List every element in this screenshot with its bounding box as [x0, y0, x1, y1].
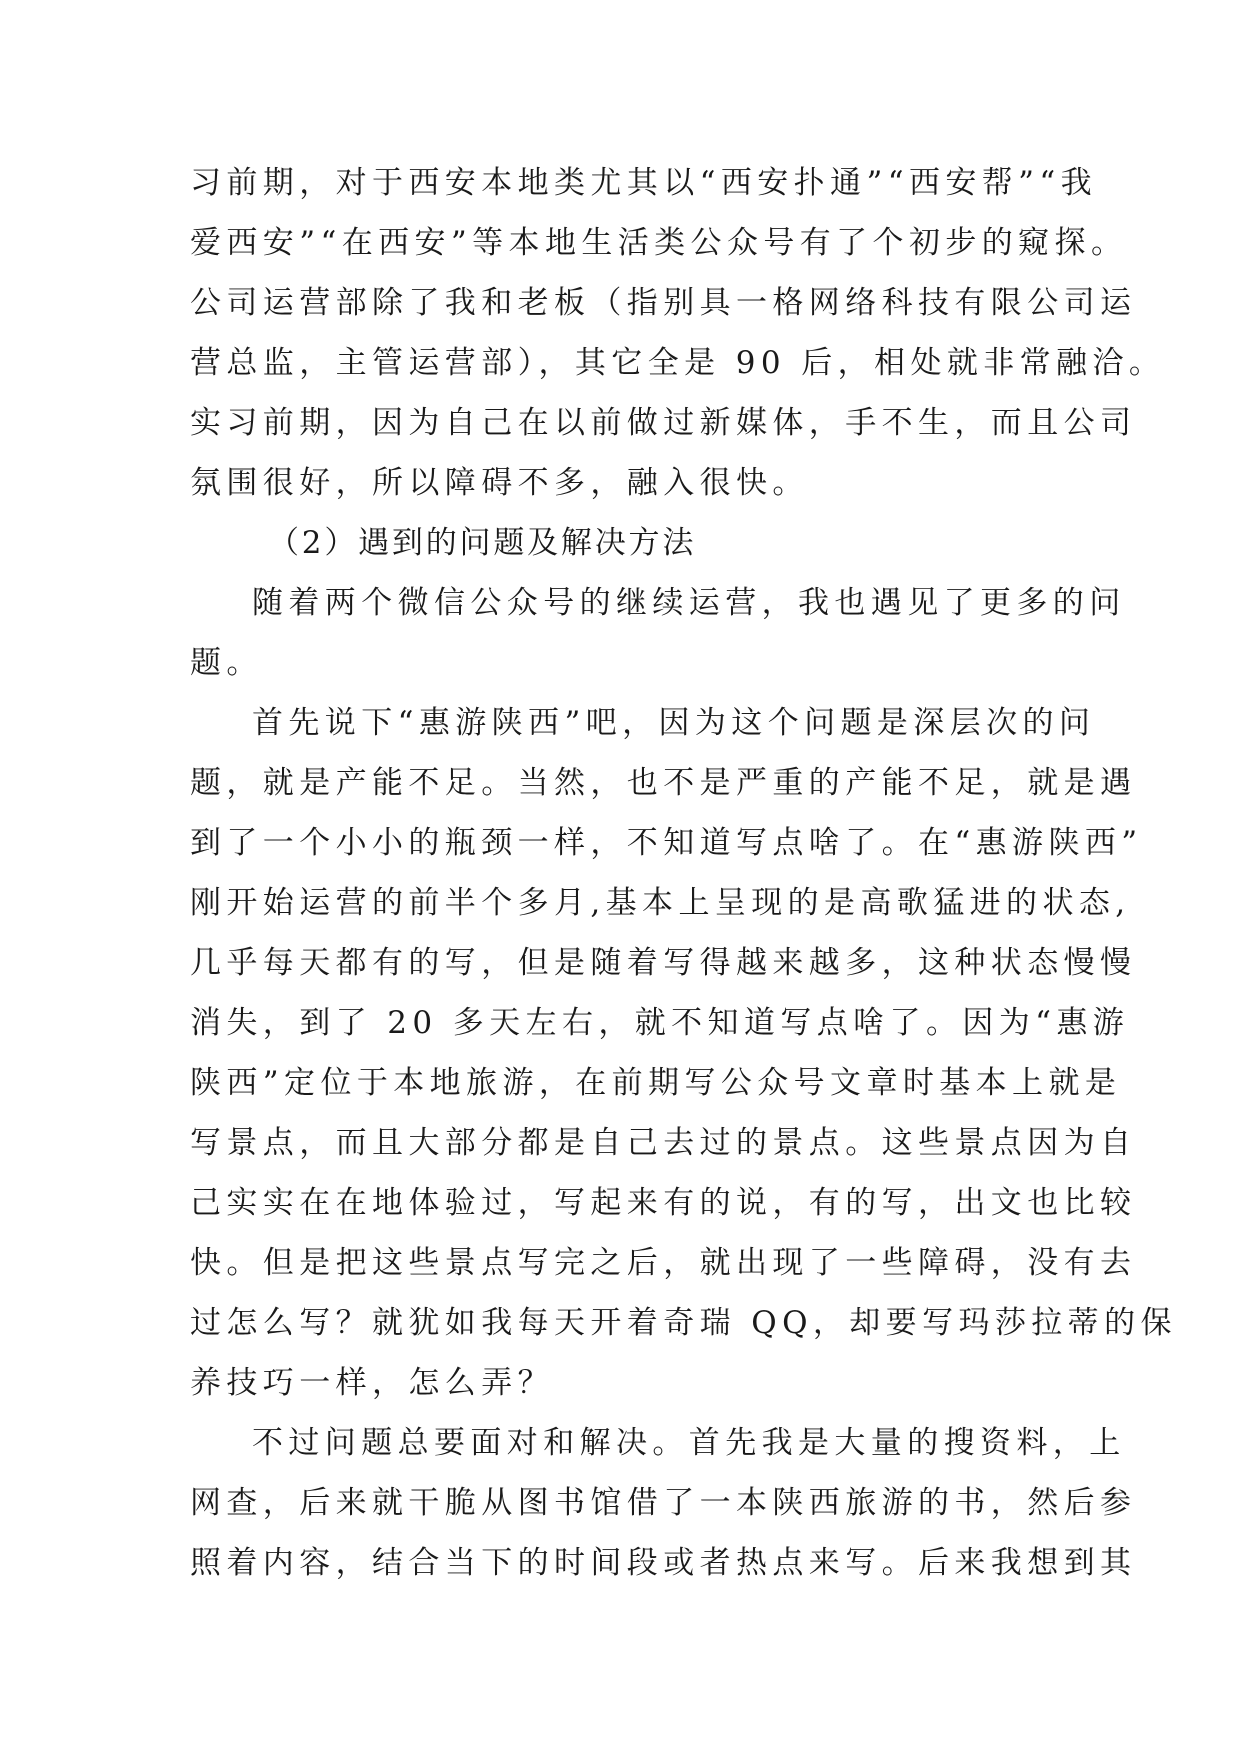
text-line: 写景点，而且大部分都是自己去过的景点。这些景点因为自 [190, 1125, 1137, 1161]
text-line: 随着两个微信公众号的继续运营，我也遇见了更多的问 [252, 585, 1126, 621]
text-line: 公司运营部除了我和老板（指别具一格网络科技有限公司运 [190, 285, 1137, 321]
text-line: 陕西”定位于本地旅游，在前期写公众号文章时基本上就是 [190, 1065, 1122, 1101]
text-line: 爱西安”“在西安”等本地生活类公众号有了个初步的窥探。 [190, 225, 1128, 261]
text-line: 刚开始运营的前半个多月,基本上呈现的是高歌猛进的状态, [190, 885, 1131, 921]
text-line: 过怎么写？就犹如我每天开着奇瑞 QQ，却要写玛莎拉蒂的保 [190, 1305, 1177, 1341]
text-line: 题，就是产能不足。当然，也不是严重的产能不足，就是遇 [190, 765, 1137, 801]
text-line: 首先说下“惠游陕西”吧，因为这个问题是深层次的问 [252, 705, 1096, 741]
text-line: 网查，后来就干脆从图书馆借了一本陕西旅游的书，然后参 [190, 1485, 1137, 1521]
section-heading: （2）遇到的问题及解决方法 [268, 525, 697, 561]
text-line: 养技巧一样，怎么弄？ [190, 1365, 554, 1401]
text-line: 实习前期，因为自己在以前做过新媒体，手不生，而且公司 [190, 405, 1137, 441]
text-line: 题。 [190, 645, 263, 681]
text-line: 己实实在在地体验过，写起来有的说，有的写，出文也比较 [190, 1185, 1137, 1221]
text-line: 不过问题总要面对和解决。首先我是大量的搜资料，上 [252, 1425, 1126, 1461]
text-line: 习前期，对于西安本地类尤其以“西安扑通”“西安帮”“我 [190, 165, 1098, 201]
text-line: 快。但是把这些景点写完之后，就出现了一些障碍，没有去 [190, 1245, 1137, 1281]
text-line: 照着内容，结合当下的时间段或者热点来写。后来我想到其 [190, 1545, 1137, 1581]
text-line: 到了一个小小的瓶颈一样，不知道写点啥了。在“惠游陕西” [190, 825, 1143, 861]
text-line: 几乎每天都有的写，但是随着写得越来越多，这种状态慢慢 [190, 945, 1137, 981]
text-line: 氛围很好，所以障碍不多，融入很快。 [190, 465, 809, 501]
text-line: 营总监，主管运营部），其它全是 90 后，相处就非常融洽。 [190, 345, 1166, 381]
text-line: 消失，到了 20 多天左右，就不知道写点啥了。因为“惠游 [190, 1005, 1130, 1041]
